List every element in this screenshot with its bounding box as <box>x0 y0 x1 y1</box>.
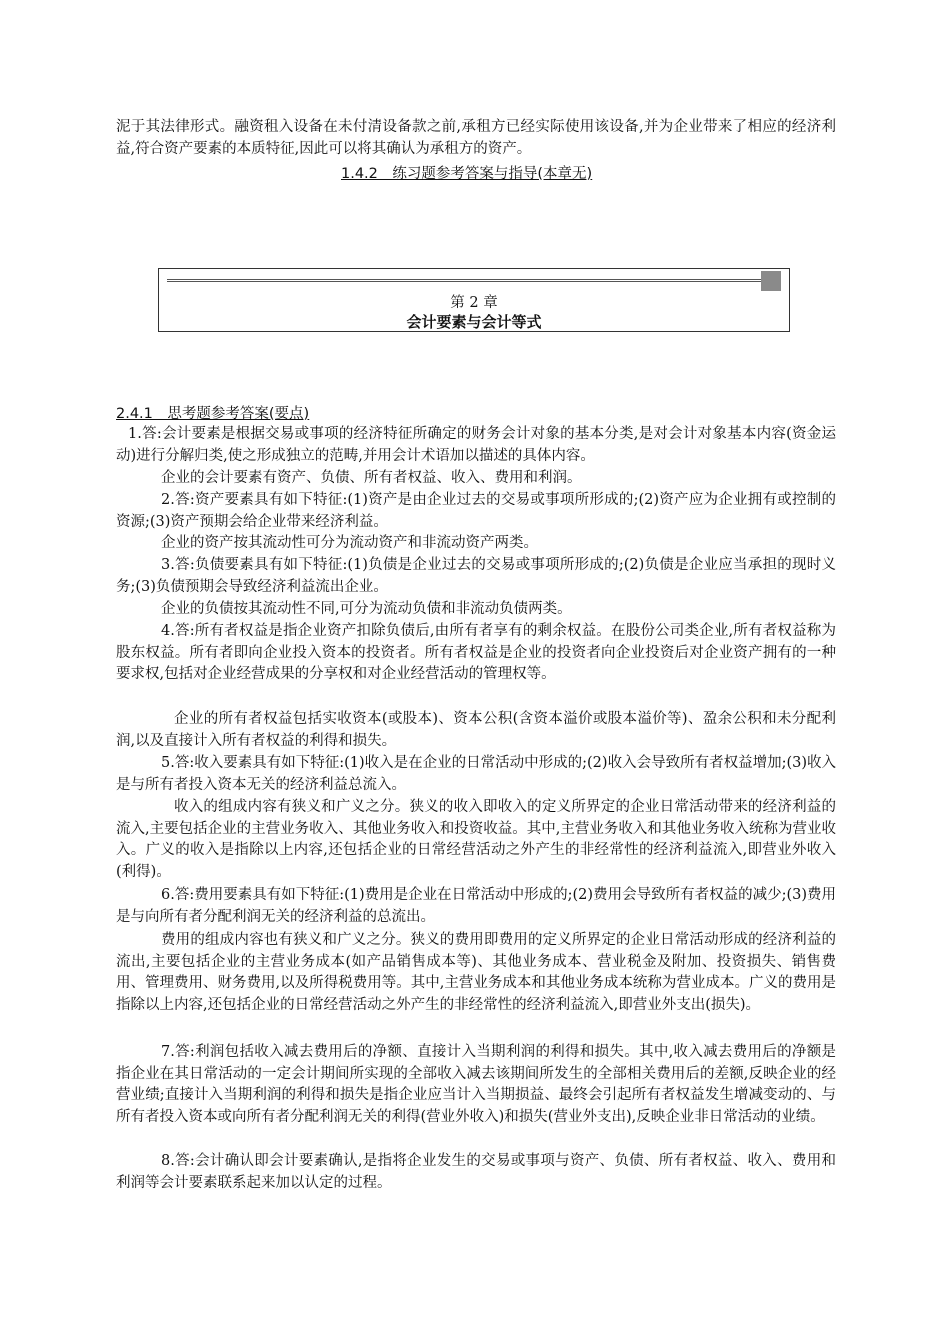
answer-paragraph: 1.答:会计要素是根据交易或事项的经济特征所确定的财务会计对象的基本分类,是对会计对象基本内容(资金运动)进行分解归类,使之形成独立的范畴,并用会计术语加以描述的具体内容。 <box>116 426 836 464</box>
answer-paragraph: 企业的所有者权益包括实收资本(或股本)、资本公积(含资本溢价或股本溢价等)、盈余公积和未分配利润,以及直接计入所有者权益的利得和损失。 <box>116 711 836 749</box>
chapter-square-mark <box>761 271 781 291</box>
answer-paragraph: 费用的组成内容也有狭义和广义之分。狭义的费用即费用的定义所界定的企业日常活动形成的经济利益的流出,主要包括企业的主营业务成本(如产品销售成本等)、其他业务成本、营业税金及附加、投资损失、销售费用、管理费用、财务费用,以及所得税费用等。其中,主营业务成本和其他业务成本统称为营业成本。广义的费用是指除以上内容,还包括企业的日常经营活动之外产生的非经常性的经济利益流入,即营业外支出(损失)。 <box>116 932 836 1013</box>
answer-paragraph: 6.答:费用要素具有如下特征:(1)费用是企业在日常活动中形成的;(2)费用会导致所有者权益的减少;(3)费用是与向所有者分配利润无关的经济利益的总流出。 <box>116 887 836 925</box>
chapter-rule <box>167 279 761 282</box>
answer-paragraph: 3.答:负债要素具有如下特征:(1)负债是企业过去的交易或事项所形成的;(2)负债是企业应当承担的现时义务;(3)负债预期会导致经济利益流出企业。 <box>116 557 836 595</box>
answer-paragraph: 5.答:收入要素具有如下特征:(1)收入是在企业的日常活动中形成的;(2)收入会导致所有者权益增加;(3)收入是与所有者投入资本无关的经济利益总流入。 <box>116 755 836 793</box>
answer-paragraph: 企业的会计要素有资产、负债、所有者权益、收入、费用和利润。 <box>161 470 582 486</box>
answer-paragraph: 2.答:资产要素具有如下特征:(1)资产是由企业过去的交易或事项所形成的;(2)资产应为企业拥有或控制的资源;(3)资产预期会给企业带来经济利益。 <box>116 492 836 530</box>
answer-paragraph: 8.答:会计确认即会计要素确认,是指将企业发生的交易或事项与资产、负债、所有者权益、收入、费用和利润等会计要素联系起来加以认定的过程。 <box>116 1153 836 1191</box>
answer-paragraph: 7.答:利润包括收入减去费用后的净额、直接计入当期利润的利得和损失。其中,收入减去费用后的净额是指企业在其日常活动的一定会计期间所实现的全部收入减去该期间所发生的全部相关费用后的差额,反映企业的经营业绩;直接计入当期利润的利得和损失是指企业应当计入当期损益、最终会引起所有者权益发生增减变动的、与所有者投入资本或向所有者分配利润无关的利得(营业外收入)和损失(营业外支出),反映企业非日常活动的业绩。 <box>116 1044 836 1125</box>
section-heading-1-4-2: 1.4.2 练习题参考答案与指导(本章无) <box>341 166 593 182</box>
intro-paragraph: 泥于其法律形式。融资租入设备在未付清设备款之前,承租方已经实际使用该设备,并为企业带来了相应的经济利益,符合资产要素的本质特征,因此可以将其确认为承租方的资产。 <box>116 119 836 157</box>
answer-paragraph: 4.答:所有者权益是指企业资产扣除负债后,由所有者享有的剩余权益。在股份公司类企业,所有者权益称为股东权益。所有者即向企业投入资本的投资者。所有者权益是企业的投资者向企业投资后对企业资产拥有的一种要求权,包括对企业经营成果的分享权和对企业经营活动的管理权等。 <box>116 623 836 682</box>
chapter-header-box <box>158 268 790 332</box>
answer-paragraph: 企业的负债按其流动性不同,可分为流动负债和非流动负债两类。 <box>161 601 572 617</box>
chapter-number: 第 2 章 <box>450 295 498 311</box>
answer-paragraph: 收入的组成内容有狭义和广义之分。狭义的收入即收入的定义所界定的企业日常活动带来的经济利益的流入,主要包括企业的主营业务收入、其他业务收入和投资收益。其中,主营业务收入和其他业务收入统称为营业收入。广义的收入是指除以上内容,还包括企业的日常经营活动之外产生的非经常性的经济利益流入,即营业外收入(利得)。 <box>116 799 836 880</box>
answer-paragraph: 企业的资产按其流动性可分为流动资产和非流动资产两类。 <box>161 535 538 551</box>
section-heading-2-4-1: 2.4.1 思考题参考答案(要点) <box>116 406 310 422</box>
chapter-title: 会计要素与会计等式 <box>406 313 542 331</box>
